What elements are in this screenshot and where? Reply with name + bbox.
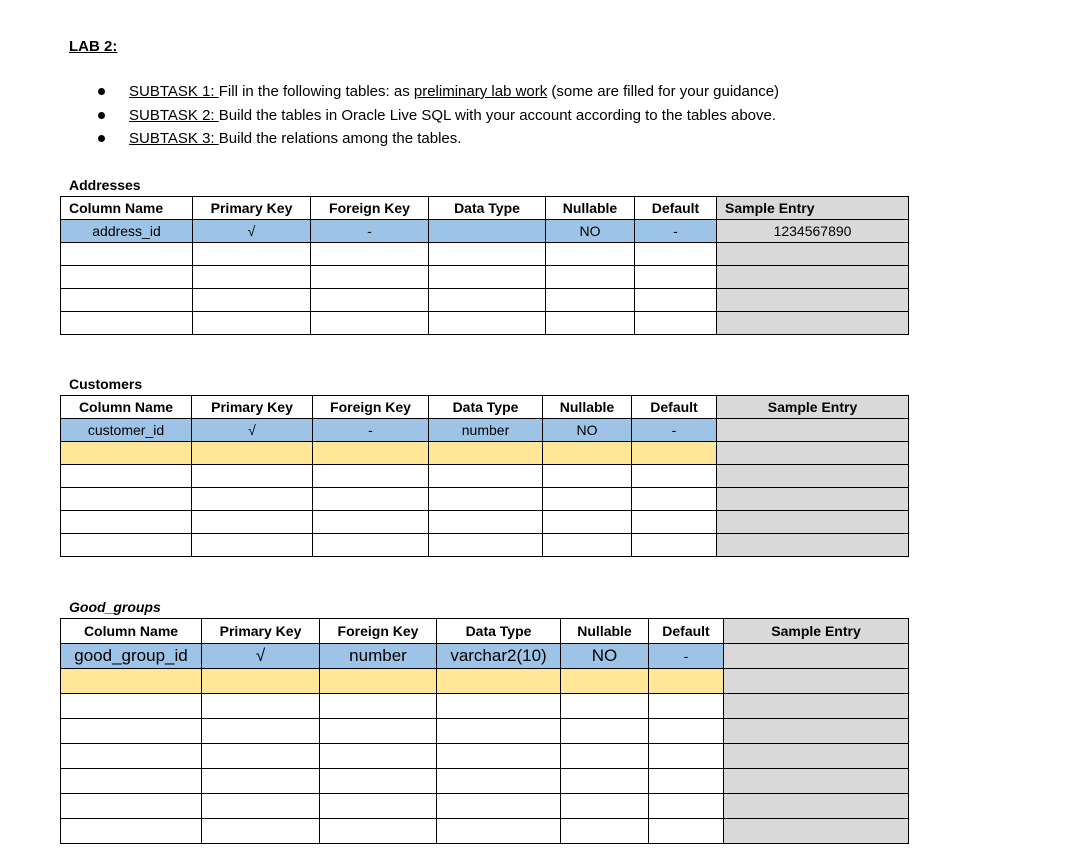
table-cell[interactable]: -	[632, 419, 717, 442]
subtask-label: SUBTASK 2:	[129, 106, 219, 124]
table-cell[interactable]	[61, 719, 202, 744]
table-cell[interactable]	[717, 312, 909, 335]
table-cell[interactable]	[61, 266, 193, 289]
header-cell: Foreign Key	[313, 396, 429, 419]
header-cell: Nullable	[546, 197, 635, 220]
table-cell[interactable]	[717, 419, 909, 442]
table-cell[interactable]	[649, 794, 724, 819]
table-cell[interactable]	[724, 644, 909, 669]
table-cell[interactable]	[724, 694, 909, 719]
subtask-text: Fill in the following tables: as	[218, 83, 414, 100]
table-cell[interactable]	[429, 442, 543, 465]
table-cell[interactable]	[320, 669, 437, 694]
subtask-text: Build the tables in Oracle Live SQL with your account according to the tables above.	[218, 106, 777, 124]
table-cell[interactable]: √	[193, 220, 311, 243]
table-cell[interactable]	[561, 694, 649, 719]
table-row	[61, 312, 909, 335]
subtask-text: Build the relations among the tables.	[218, 130, 462, 147]
table-cell[interactable]	[192, 465, 313, 488]
table-cell[interactable]	[61, 744, 202, 769]
table-cell[interactable]	[320, 744, 437, 769]
header-cell: Primary Key	[202, 619, 320, 644]
table-cell[interactable]	[202, 694, 320, 719]
table-cell[interactable]	[717, 465, 909, 488]
table-cell[interactable]	[649, 694, 724, 719]
table-cell[interactable]	[429, 289, 546, 312]
header-cell: Data Type	[429, 197, 546, 220]
header-cell: Column Name	[61, 197, 193, 220]
table-cell[interactable]	[61, 312, 193, 335]
table-cell[interactable]: -	[313, 419, 429, 442]
table-row	[61, 243, 909, 266]
table-cell[interactable]	[313, 511, 429, 534]
header-cell: Default	[632, 396, 717, 419]
table-cell[interactable]	[543, 534, 632, 557]
table-cell[interactable]	[202, 769, 320, 794]
table-cell[interactable]: -	[311, 220, 429, 243]
table-cell[interactable]	[561, 744, 649, 769]
table-cell[interactable]	[61, 769, 202, 794]
table-cell[interactable]: number	[429, 419, 543, 442]
table-cell[interactable]	[202, 819, 320, 844]
table-cell[interactable]	[313, 442, 429, 465]
table-cell[interactable]	[635, 289, 717, 312]
table-cell[interactable]	[717, 488, 909, 511]
table-cell[interactable]: √	[202, 644, 320, 669]
table-cell[interactable]	[649, 819, 724, 844]
table-row	[61, 266, 909, 289]
table-cell[interactable]	[193, 312, 311, 335]
lab-title: LAB 2:	[69, 38, 118, 55]
table-cell[interactable]	[429, 465, 543, 488]
table-row	[61, 769, 909, 794]
customers-table	[60, 395, 909, 557]
table-cell[interactable]	[635, 312, 717, 335]
table-cell[interactable]	[561, 794, 649, 819]
table-cell[interactable]: customer_id	[61, 419, 192, 442]
bullet-icon	[98, 135, 105, 142]
subtask-item-1	[98, 82, 779, 106]
table-cell[interactable]	[724, 744, 909, 769]
table-cell[interactable]	[437, 669, 561, 694]
table-cell[interactable]	[320, 719, 437, 744]
table-cell[interactable]	[632, 511, 717, 534]
table-cell[interactable]	[192, 511, 313, 534]
table-cell[interactable]	[202, 719, 320, 744]
table-cell[interactable]: NO	[546, 220, 635, 243]
table-cell[interactable]	[437, 694, 561, 719]
table-cell[interactable]	[543, 442, 632, 465]
table-row	[61, 819, 909, 844]
table-row	[61, 419, 909, 442]
table-cell[interactable]	[320, 694, 437, 719]
customers-table-title: Customers	[69, 376, 143, 392]
table-cell[interactable]: -	[649, 644, 724, 669]
table-row	[61, 220, 909, 243]
table-cell[interactable]	[429, 243, 546, 266]
header-cell: Default	[635, 197, 717, 220]
table-cell[interactable]	[193, 289, 311, 312]
table-row	[61, 719, 909, 744]
table-cell[interactable]	[320, 769, 437, 794]
table-cell[interactable]	[717, 511, 909, 534]
header-cell: Sample Entry	[724, 619, 909, 644]
table-cell[interactable]	[61, 442, 192, 465]
table-header-row	[61, 619, 909, 644]
subtask-list	[98, 82, 779, 153]
table-row	[61, 534, 909, 557]
table-cell[interactable]	[632, 534, 717, 557]
table-row	[61, 289, 909, 312]
header-cell: Column Name	[61, 396, 192, 419]
table-cell[interactable]	[429, 266, 546, 289]
table-row	[61, 669, 909, 694]
table-cell[interactable]	[61, 465, 192, 488]
table-cell[interactable]	[724, 719, 909, 744]
table-cell[interactable]	[429, 511, 543, 534]
table-row	[61, 644, 909, 669]
table-cell[interactable]: good_group_id	[61, 644, 202, 669]
table-cell[interactable]	[61, 534, 192, 557]
table-cell[interactable]	[429, 312, 546, 335]
bullet-icon	[98, 112, 105, 119]
table-cell[interactable]	[437, 719, 561, 744]
table-cell[interactable]	[724, 669, 909, 694]
table-cell[interactable]	[320, 819, 437, 844]
table-cell[interactable]	[724, 794, 909, 819]
table-cell[interactable]: 1234567890	[717, 220, 909, 243]
table-cell[interactable]	[313, 488, 429, 511]
table-cell[interactable]	[429, 488, 543, 511]
table-cell[interactable]	[61, 289, 193, 312]
table-cell[interactable]	[429, 534, 543, 557]
table-cell[interactable]	[717, 289, 909, 312]
table-cell[interactable]: number	[320, 644, 437, 669]
table-cell[interactable]	[202, 669, 320, 694]
table-cell[interactable]	[192, 534, 313, 557]
table-row	[61, 442, 909, 465]
table-cell[interactable]	[61, 243, 193, 266]
table-cell[interactable]	[632, 465, 717, 488]
table-cell[interactable]	[61, 794, 202, 819]
table-cell[interactable]	[543, 465, 632, 488]
subtask-label: SUBTASK 3:	[129, 130, 219, 147]
table-cell[interactable]	[193, 243, 311, 266]
table-cell[interactable]	[632, 442, 717, 465]
subtask-text-after: (some are filled for your guidance)	[547, 83, 780, 100]
table-row	[61, 744, 909, 769]
subtask-item-2	[98, 106, 779, 130]
table-cell[interactable]	[561, 819, 649, 844]
header-cell: Nullable	[561, 619, 649, 644]
table-cell[interactable]	[202, 744, 320, 769]
table-cell[interactable]	[320, 794, 437, 819]
header-cell: Sample Entry	[717, 396, 909, 419]
table-cell[interactable]	[724, 769, 909, 794]
table-cell[interactable]	[311, 243, 429, 266]
table-cell[interactable]	[311, 289, 429, 312]
table-cell[interactable]	[192, 442, 313, 465]
table-cell[interactable]	[313, 465, 429, 488]
table-cell[interactable]	[311, 312, 429, 335]
table-cell[interactable]	[311, 266, 429, 289]
header-cell: Primary Key	[192, 396, 313, 419]
header-cell: Data Type	[437, 619, 561, 644]
table-cell[interactable]	[649, 744, 724, 769]
table-cell[interactable]	[192, 488, 313, 511]
table-cell[interactable]	[635, 266, 717, 289]
table-cell[interactable]	[717, 266, 909, 289]
subtask-item-3	[98, 129, 779, 153]
table-cell[interactable]	[635, 243, 717, 266]
table-cell[interactable]: address_id	[61, 220, 193, 243]
header-cell: Default	[649, 619, 724, 644]
table-cell[interactable]	[193, 266, 311, 289]
table-cell[interactable]	[632, 488, 717, 511]
header-cell: Sample Entry	[717, 197, 909, 220]
table-header-row	[61, 197, 909, 220]
table-cell[interactable]	[61, 694, 202, 719]
bullet-icon	[98, 88, 105, 95]
table-cell[interactable]	[717, 442, 909, 465]
subtask-link: preliminary lab work	[413, 83, 548, 100]
table-cell[interactable]	[546, 312, 635, 335]
table-header-row	[61, 396, 909, 419]
good-groups-table-title: Good_groups	[69, 599, 161, 615]
table-cell[interactable]	[429, 220, 546, 243]
table-row	[61, 465, 909, 488]
table-cell[interactable]	[561, 769, 649, 794]
table-row	[61, 794, 909, 819]
table-cell[interactable]	[437, 744, 561, 769]
table-cell[interactable]	[717, 243, 909, 266]
table-cell[interactable]	[437, 769, 561, 794]
table-cell[interactable]	[313, 534, 429, 557]
table-cell[interactable]: √	[192, 419, 313, 442]
table-cell[interactable]	[543, 511, 632, 534]
table-cell[interactable]	[561, 719, 649, 744]
table-cell[interactable]: NO	[561, 644, 649, 669]
table-cell[interactable]	[61, 488, 192, 511]
header-cell: Column Name	[61, 619, 202, 644]
header-cell: Foreign Key	[320, 619, 437, 644]
table-cell[interactable]	[202, 794, 320, 819]
table-cell[interactable]	[61, 511, 192, 534]
table-cell[interactable]	[437, 819, 561, 844]
table-row	[61, 694, 909, 719]
table-cell[interactable]	[649, 719, 724, 744]
table-cell[interactable]	[724, 819, 909, 844]
table-cell[interactable]: -	[635, 220, 717, 243]
table-cell[interactable]	[546, 289, 635, 312]
table-cell[interactable]	[546, 266, 635, 289]
table-cell[interactable]	[543, 488, 632, 511]
table-cell[interactable]	[649, 669, 724, 694]
table-cell[interactable]: varchar2(10)	[437, 644, 561, 669]
table-cell[interactable]	[649, 769, 724, 794]
table-cell[interactable]	[561, 669, 649, 694]
header-cell: Nullable	[543, 396, 632, 419]
table-cell[interactable]	[61, 669, 202, 694]
table-cell[interactable]	[437, 794, 561, 819]
addresses-table-title: Addresses	[69, 177, 141, 193]
table-cell[interactable]	[717, 534, 909, 557]
header-cell: Primary Key	[193, 197, 311, 220]
table-cell[interactable]	[546, 243, 635, 266]
table-row	[61, 488, 909, 511]
table-cell[interactable]	[61, 819, 202, 844]
good-groups-table	[60, 618, 909, 844]
header-cell: Data Type	[429, 396, 543, 419]
header-cell: Foreign Key	[311, 197, 429, 220]
table-cell[interactable]: NO	[543, 419, 632, 442]
subtask-label: SUBTASK 1:	[129, 83, 219, 100]
table-row	[61, 511, 909, 534]
addresses-table	[60, 196, 909, 335]
